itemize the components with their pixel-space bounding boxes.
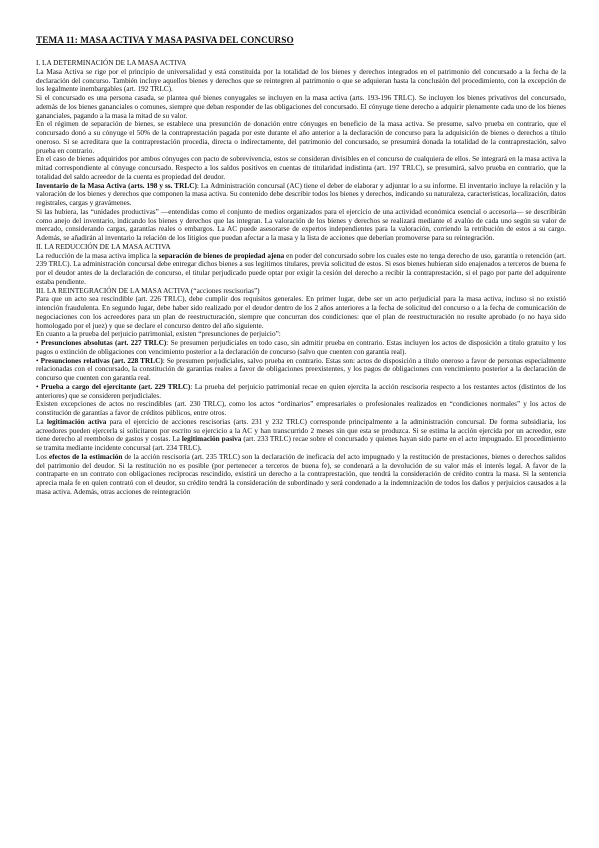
- text-run: en poder del concursado sobre los cuales este no tenga derecho de uso, garantía o retención (art. 239 TRLC). La administración concursal debe entregar dichos bienes a sus legítimos titulares, previa solicitud de estos. Si esos bienes hubieran sido enajenados a terceros de buena fe por el deudor antes de la declaración de concurso, el titular perjudicado puede optar por exigir la cesión del derecho a recibir la contraprestación, si el pago por parte del adquirente estaba pendiente.: [36, 251, 566, 286]
- text-run: •: [36, 382, 41, 391]
- text-run: Existen excepciones de actos no rescindibles (art. 230 TRLC), como los actos “ordinarios” empresariales o profesionales realizados en “condiciones normales” y los actos de constitución de garantías a favor de créditos públicos, entre otros.: [36, 400, 566, 417]
- paragraph: [36, 252, 566, 287]
- document-body: [36, 59, 566, 497]
- bold-term: Presunciones absolutas (art. 227 TRLC): [40, 339, 167, 347]
- bold-term: separación de bienes de propiedad ajena: [158, 251, 285, 260]
- bold-term: Inventario de la Masa Activa (arts. 198 y ss. TRLC): [36, 181, 197, 190]
- paragraph: [36, 453, 566, 497]
- paragraph: [36, 339, 566, 357]
- text-run: •: [36, 339, 41, 347]
- text-run: Si las hubiera, las “unidades productivas” —entendidas como el conjunto de medios organizados para el ejercicio de una actividad económica esencial o accesoria— se describirán como anejo del inventario, indicando los bienes y derechos que las integran. La valoración de los bienes y derechos se realizará mediante el avalúo de cada uno según su valor de mercado, considerando cargas, garantías reales o embargos. La AC puede asesorarse de expertos independientes para la valoración, corriendo la retribución de estos a su cargo. Además, se añadirán al inventario la relación de los litigios que puedan afectar a la masa y la lista de acciones que deberían promoverse para su reintegración.: [36, 207, 566, 242]
- text-run: : La Administración concursal (AC) tiene el deber de elaborar y adjuntar lo a su informe. El inventario incluye la relación y la valoración de los bienes y derechos que componen la masa activa. Su contenido debe describir todos los bienes y derechos, indicando su naturaleza, características, localización, datos registrales, cargas y gravámenes.: [36, 181, 566, 207]
- section-heading: [36, 287, 566, 296]
- bold-term: legitimación pasiva: [181, 435, 242, 444]
- text-run: La reducción de la masa activa implica la: [36, 251, 159, 260]
- text-run: Si el concursado es una persona casada, se plantea qué bienes conyugales se incluyen en la masa activa (arts. 193-196 TRLC). Se incluyen los bienes privativos del concursado, además de los bienes gananciales o comunes, siempre que deban responder de las obligaciones del concursado. El cónyuge tiene derecho a adquirir plenamente cada uno de los bienes gananciales, pagando a la masa la mitad de su valor.: [36, 94, 566, 120]
- text-run: En cuanto a la prueba del perjuicio patrimonial, existen “presunciones de perjuicio”:: [36, 330, 281, 339]
- paragraph: [36, 357, 566, 383]
- paragraph: [36, 120, 566, 155]
- paragraph: [36, 68, 566, 94]
- section-heading: [36, 243, 566, 252]
- text-run: de la acción rescisoria (art. 235 TRLC) son la declaración de ineficacia del acto impugnado y la restitución de prestaciones, bienes o derechos salidos del patrimonio del deudor. Si la restitución no es posible (por pertenecer a terceros de buena fe), se condenará a la devolución de su valor más el interés legal. A favor de la contraparte en un contrato con obligaciones recíprocas rescindido, existirá un derecho a la contraprestación, que tendrá la consideración de crédito contra la masa. Si la sentencia aprecia mala fe en quien contrató con el deudor, su crédito tendrá la consideración de subordinado y será condenado a la indemnización de todos los daños y perjuicios causados a la masa activa. Además, otras acciones de reintegración: [36, 452, 566, 496]
- paragraph: [36, 94, 566, 120]
- paragraph: [36, 400, 566, 418]
- text-run: Los: [36, 452, 50, 461]
- bold-term: legitimación activa: [46, 417, 107, 426]
- bold-term: efectos de la estimación: [49, 452, 123, 461]
- paragraph: [36, 182, 566, 208]
- text-run: En el régimen de separación de bienes, se establece una presunción de donación entre cónyuges en beneficio de la masa activa. Se presume, salvo prueba en contrario, que el concursado donó a su cónyuge el 50% de la contraprestación pagada por este durante el año anterior a la declaración de concurso para la adquisición de bienes o derechos a título oneroso. Si se acreditara que la contraprestación procedía, directa o indirectamente, del patrimonio del concursado, se presumirá donada la totalidad de la contraprestación, salvo prueba en contrario.: [36, 120, 566, 155]
- paragraph: [36, 330, 566, 339]
- text-run: III. LA REINTEGRACIÓN DE LA MASA ACTIVA (“acciones rescisorias”): [36, 286, 260, 295]
- text-run: En el caso de bienes adquiridos por ambos cónyuges con pacto de sobrevivencia, estos se consideran divisibles en el concurso de cualquiera de ellos. Se integrará en la masa activa la mitad correspondiente al cónyuge concursado. Respecto a los saldos positivos en cuentas de titularidad indistinta (art. 197 TRLC), se presumirá, salvo prueba en contrario, que la totalidad del saldo acreedor de la cuenta es propiedad del deudor.: [36, 155, 566, 181]
- text-run: I. LA DETERMINACIÓN DE LA MASA ACTIVA: [36, 59, 187, 67]
- text-run: La Masa Activa se rige por el principio de universalidad y está constituida por la totalidad de los bienes y derechos integrados en el patrimonio del concursado a la fecha de la declaración del concurso. También incluye aquellos bienes y derechos que se reintegren al patrimonio o que se adquieran hasta la conclusión del procedimiento, con la excepción de los legalmente inembargables (art. 192 TRLC).: [36, 67, 566, 94]
- paragraph: [36, 383, 566, 401]
- paragraph: [36, 155, 566, 181]
- paragraph: [36, 208, 566, 243]
- text-run: La: [36, 417, 47, 426]
- bold-term: Presunciones relativas (art. 228 TRLC): [40, 356, 163, 365]
- text-run: para el ejercicio de acciones rescisorias (arts. 231 y 232 TRLC) corresponde principalmente a la administración concursal. De forma subsidiaria, los acreedores pueden ejercerla si solicitaron por escrito su ejercicio a la AC y han transcurrido 2 meses sin que esta se produzca. Si se estima la acción ejercida por un acreedor, este tiene derecho al reembolso de gastos y costas. La: [36, 417, 566, 444]
- text-run: (art. 233 TRLC) recae sobre el concursado y quienes hayan sido parte en el acto impugnado. El procedimiento se tramita mediante incidente concursal (art. 234 TRLC).: [36, 435, 567, 452]
- text-run: Para que un acto sea rescindible (art. 226 TRLC), debe cumplir dos requisitos generales. En primer lugar, debe ser un acto perjudicial para la masa activa, incluso si no existió intención fraudulenta. En segundo lugar, debe haber sido realizado por el deudor dentro de los 2 años anteriores a la fecha de solicitud del concurso o a la fecha de comunicación de negociaciones con los acreedores para un plan de reestructuración, siempre que concurran dos condiciones: que el plan de reestructuración no resulte aprobado (o no haya sido homologado por el juez) y que se declare el concurso dentro del año siguiente.: [36, 295, 566, 330]
- bold-term: Prueba a cargo del ejercitante (art. 229 TRLC): [40, 382, 191, 391]
- page-title: TEMA 11: MASA ACTIVA Y MASA PASIVA DEL CONCURSO: [36, 35, 294, 45]
- text-run: : Se presumen perjudiciales, salvo prueba en contrario. Estas son: actos de disposición a título oneroso a favor de personas especialmente relacionadas con el concursado, la constitución de garantías reales a favor de obligaciones preexistentes, y los pagos de obligaciones con vencimiento posterior a la declaración de concurso que cuenten con garantía real.: [36, 356, 567, 382]
- text-run: II. LA REDUCCIÓN DE LA MASA ACTIVA: [36, 242, 171, 251]
- text-run: : La prueba del perjuicio patrimonial recae en quien ejercita la acción rescisoria respecto a los restantes actos (distintos de los anteriores) que se consideren perjudiciales.: [36, 382, 566, 400]
- text-run: •: [36, 356, 41, 365]
- paragraph: [36, 418, 566, 453]
- paragraph: [36, 295, 566, 330]
- section-heading: [36, 59, 566, 68]
- text-run: : Se presumen perjudiciales en todo caso, sin admitir prueba en contrario. Estas incluyen los actos de disposición a título gratuito y los pagos o extinción de obligaciones con vencimiento posterior a la declaración de concurso (salvo que cuenten con garantía real).: [36, 339, 566, 356]
